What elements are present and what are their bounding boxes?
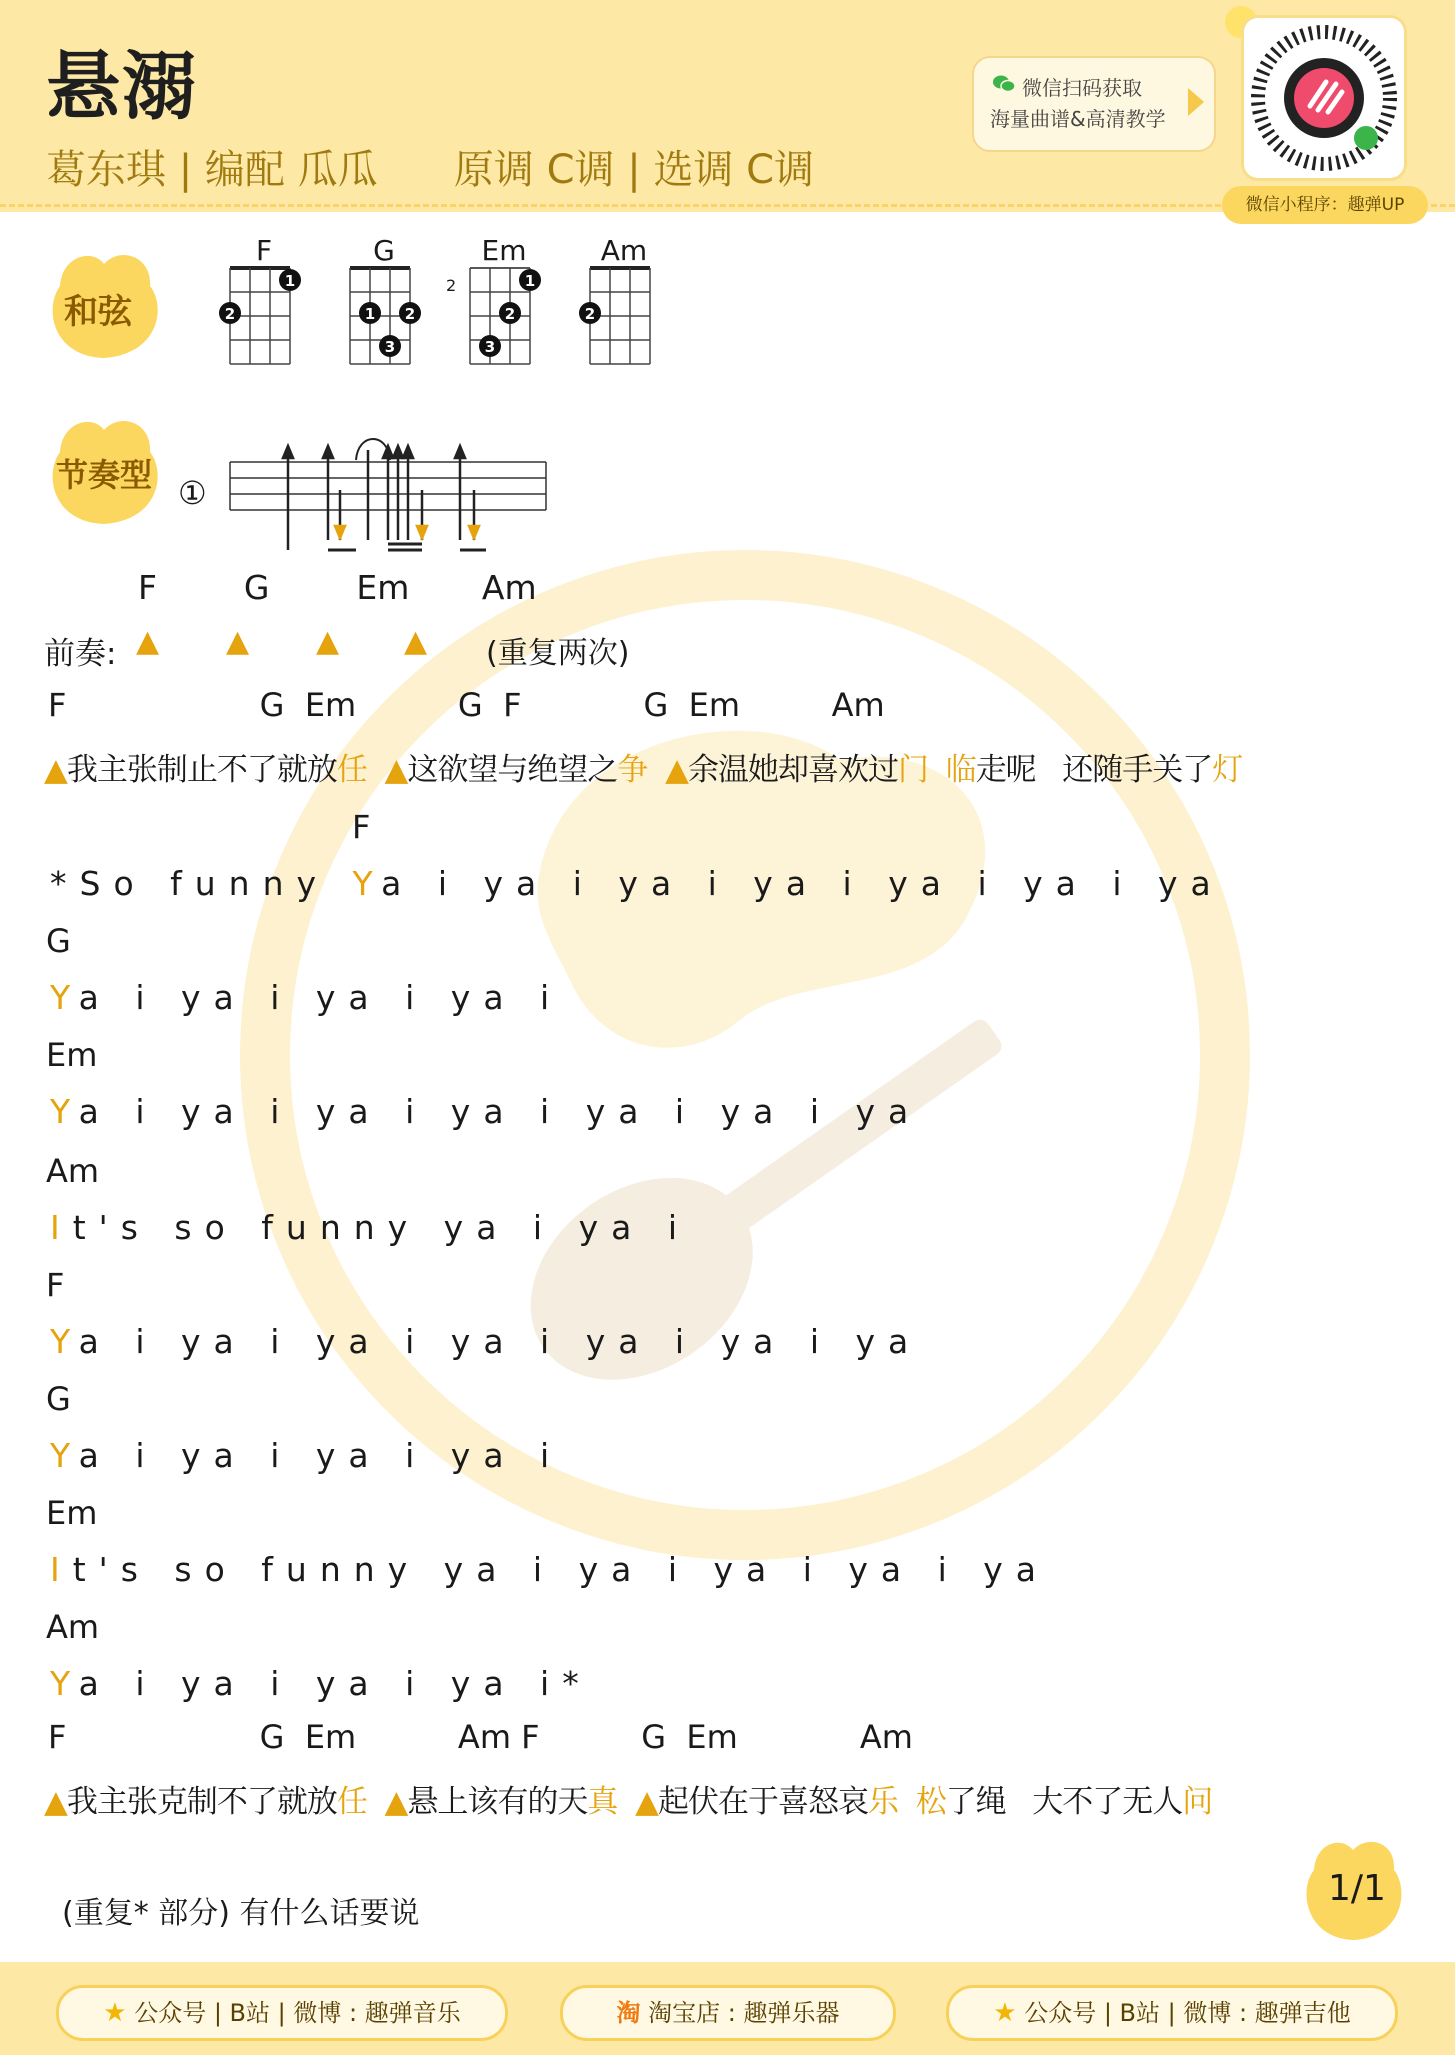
rhythm-pattern [228,430,548,556]
verse1-segment: 这欲望与绝望之 [407,752,618,788]
verse1-chords: F G Em G F G Em Am [48,686,885,724]
taobao-icon: 淘 [616,1999,641,2027]
verse1-segment: 灯 [1212,752,1243,788]
chorus-lyric-segment: t's so funny ya i ya i ya i ya i ya [72,1550,1050,1589]
chorus-chord: Am [46,1152,100,1190]
wechat-icon [993,75,1015,93]
intro-mark-1: ▲ [136,624,160,659]
chevron-right-icon [1188,88,1204,116]
chords-label: 和弦 [64,292,132,332]
chorus-lyric-segment: Y [50,1322,79,1361]
svg-text:1: 1 [284,272,296,290]
chorus-lyric-segment: a i ya i ya i ya i [78,978,563,1017]
chorus-chord: G [46,922,71,960]
chorus-lyric-segment: I [50,1208,73,1247]
footer-link-guitar[interactable] [946,1985,1398,2041]
chorus-chord: F [352,808,371,846]
svg-text:2: 2 [584,305,596,323]
song-subtitle: 葛东琪 | 编配 瓜瓜 原调 C调 | 选调 C调 [46,147,815,193]
wechat-promo-line2: 海量曲谱&高清教学 [990,107,1166,131]
chorus-lyric-segment: Y [50,1092,79,1131]
chorus-chord: G [46,1380,71,1418]
svg-text:2: 2 [504,305,516,323]
verse1-segment: 余温她却喜欢过 [687,752,898,788]
footer-link-music-label: 公众号 | B站 | 微博 : 趣弹音乐 [134,1999,461,2027]
qr-code[interactable] [1244,18,1404,178]
verse2-segment: 真 [587,1784,618,1820]
svg-text:3: 3 [384,338,396,356]
footer-link-guitar-label: 公众号 | B站 | 微博 : 趣弹吉他 [1024,1999,1351,2027]
svg-text:2: 2 [404,305,416,323]
chorus-lyric-segment: a i ya i ya i ya i [78,1436,563,1475]
footer-link-shop[interactable] [560,1985,896,2041]
chorus-chord: Am [46,1608,100,1646]
chorus-chord: Em [46,1494,98,1532]
verse2-segment: 问 [1182,1784,1213,1820]
ending-note: (重复* 部分) 有什么话要说 [62,1896,420,1931]
verse2-chords: F G Em Am F G Em Am [48,1718,913,1756]
mini-program-badge[interactable]: 微信小程序：趣弹UP [1222,186,1428,224]
verse1-segment: 争 [617,752,648,788]
verse2-segment: 悬上该有的天 [407,1784,588,1820]
chorus-lyric-line [50,1092,921,1131]
verse1-segment: 任 [336,752,367,788]
svg-text:3: 3 [484,338,496,356]
chord-name: G [373,234,395,267]
page-number: 1/1 [1328,1868,1386,1909]
star-icon: ★ [103,1998,127,2028]
verse2-segment: ▲ [44,1784,67,1820]
intro-label: 前奏: [44,636,117,672]
chorus-lyric-segment: *So funny [50,864,353,903]
verse1-segment: 走呢 还随手关了 [975,752,1213,788]
svg-text:1: 1 [364,305,376,323]
chorus-lyric-line [50,1664,592,1703]
verse2-segment: ▲ [617,1784,658,1820]
chorus-lyric-segment: Y [50,1436,79,1475]
rhythm-number: ① [178,474,207,512]
footer-link-music[interactable] [56,1985,508,2041]
chord-name: Em [481,234,527,267]
chorus-lyric-line [50,978,562,1017]
verse2-segment: 乐 [867,1784,898,1820]
chorus-lyric-line [50,1436,562,1475]
chorus-lyric-line [50,1550,1049,1589]
chorus-lyric-line [50,864,1224,903]
chorus-lyric-segment: Y [352,864,382,903]
chord-grid-f [216,260,306,370]
chord-grid-am [576,260,666,370]
svg-text:1: 1 [524,272,536,290]
chorus-lyric-segment: a i ya i ya i ya i ya i ya i ya [78,1092,922,1131]
chorus-lyric-segment: I [50,1550,73,1589]
chorus-chord: Em [46,1036,98,1074]
intro-chords: F G Em Am [138,568,537,607]
chorus-lyric-line [50,1208,690,1247]
verse1-segment: 门 [897,752,928,788]
qr-code-icon [1244,18,1404,178]
intro-mark-4: ▲ [404,624,428,659]
svg-text:2: 2 [224,305,236,323]
wechat-promo-line1: 微信扫码获取 [1022,76,1142,100]
fret-marker: 2 [446,276,457,295]
chorus-lyric-segment: a i ya i ya i ya i ya i ya i ya [78,1322,922,1361]
intro-note: (重复两次) [486,636,630,671]
chord-grid-em [456,260,546,370]
intro-mark-3: ▲ [316,624,340,659]
verse1-segment: 我主张制止不了就放 [66,752,337,788]
verse1-segment: 临 [945,752,976,788]
verse2-lyrics [44,1776,1212,1821]
song-title: 悬溺 [46,44,198,130]
chorus-lyric-line [50,1322,921,1361]
chorus-lyric-segment: a i ya i ya i ya i ya i ya i ya [381,864,1224,903]
star-icon: ★ [993,1998,1017,2028]
verse2-segment: 我主张克制不了就放 [66,1784,337,1820]
chorus-lyric-segment: Y [50,1664,79,1703]
chord-name: Am [600,234,648,267]
verse2-segment: 任 [336,1784,367,1820]
intro-mark-2: ▲ [226,624,250,659]
chorus-chord: F [46,1266,65,1304]
verse2-segment: 了绳 大不了无人 [945,1784,1183,1820]
chorus-lyric-segment: a i ya i ya i ya i* [78,1664,592,1703]
verse1-segment: ▲ [366,752,408,788]
verse2-segment [898,1784,916,1820]
verse2-segment: 起伏在于喜怒哀 [657,1784,868,1820]
verse1-segment: ▲ [647,752,688,788]
verse1-lyrics [44,744,1242,789]
chorus-lyric-segment: Y [50,978,79,1017]
verse1-segment: ▲ [44,752,67,788]
chorus-lyric-segment: t's so funny ya i ya i [72,1208,690,1247]
chord-grid-g [336,260,426,370]
rhythm-label: 节奏型 [56,456,153,494]
verse2-segment: ▲ [366,1784,408,1820]
verse1-segment [928,752,946,788]
footer-link-shop-label: 淘宝店 : 趣弹乐器 [648,1999,840,2027]
chord-name: F [255,234,273,267]
verse2-segment: 松 [915,1784,946,1820]
